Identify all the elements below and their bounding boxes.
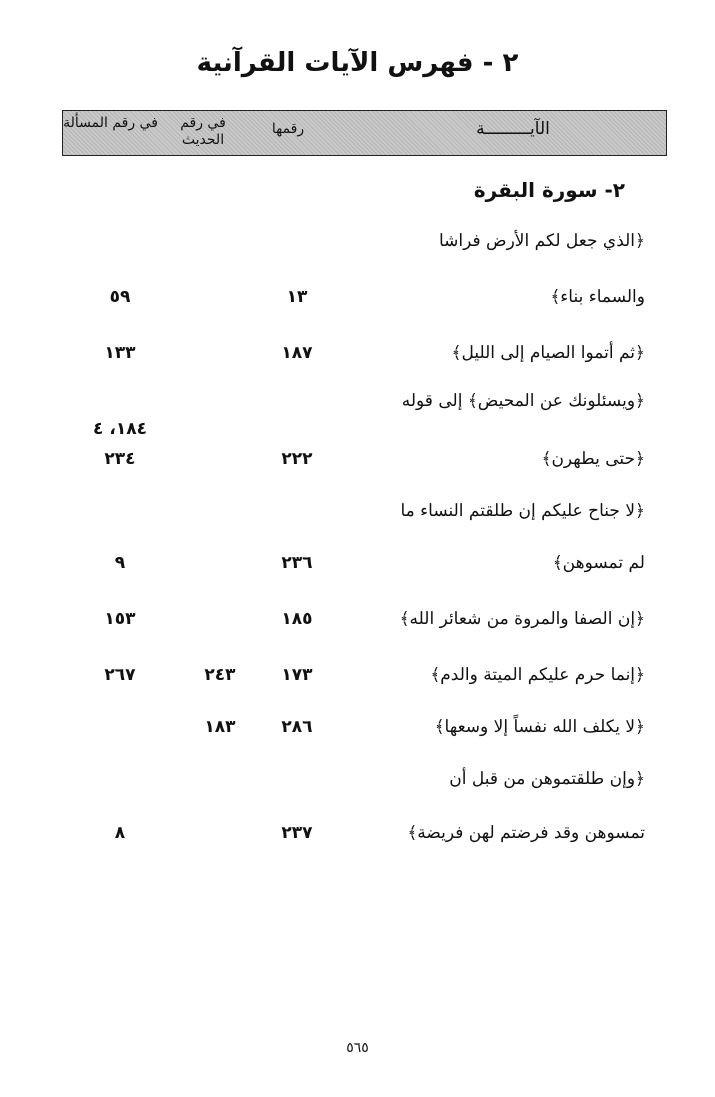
verse-number: ١٨٧ [281,343,313,363]
page-number: ٥٦٥ [346,1040,369,1056]
verse-text: تمسوهن وقد فرضتم لهن فريضة﴾ [407,823,645,843]
table-header [62,110,667,156]
verse-number: ١٧٣ [281,665,313,685]
verse-text: لم تمسوهن﴾ [552,553,645,573]
verse-number: ٢٣٦ [281,553,313,573]
verse-number: ٢٨٦ [281,717,313,737]
issue-number: ١٨٤، ٤ [93,419,147,439]
table-row [0,386,715,416]
issue-number: ٥٩ [109,287,131,307]
header-verse: الآيـــــــــة [476,119,550,139]
table-row [0,444,715,474]
table-row [0,414,715,444]
header-hadith-number: في رقم الحديث [180,115,226,148]
issue-number: ٩ [114,553,126,573]
hadith-number: ٢٤٣ [204,665,236,685]
table-row [0,764,715,794]
table-row [0,712,715,742]
surah-heading: ٢- سورة البقرة [473,178,625,202]
verse-text: ﴿وإن طلقتموهن من قبل أن [449,769,645,789]
table-row [0,660,715,690]
verse-number: ٢٢٢ [281,449,313,469]
verse-text: والسماء بناء﴾ [550,287,645,307]
verse-text: ﴿إنما حرم عليكم الميتة والدم﴾ [430,665,645,685]
verse-text: ﴿إن الصفا والمروة من شعائر الله﴾ [399,609,645,629]
table-row [0,496,715,526]
hadith-number: ١٨٣ [204,717,236,737]
table-row [0,282,715,312]
issue-number: ٨ [114,823,126,843]
verse-text: ﴿لا جناح عليكم إن طلقتم النساء ما [400,501,645,521]
verse-text: ﴿حتى يطهرن﴾ [541,449,645,469]
table-row [0,548,715,578]
table-row [0,338,715,368]
table-row [0,604,715,634]
verse-number: ١٨٥ [281,609,313,629]
issue-number: ١٥٣ [104,609,136,629]
header-verse-number: رقمها [271,121,305,137]
table-row [0,226,715,256]
page-title: ٢ - فهرس الآيات القرآنية [196,48,519,78]
verse-text: ﴿ويسئلونك عن المحيض﴾ إلى قوله [401,391,645,411]
issue-number: ١٣٣ [104,343,136,363]
issue-number: ٢٦٧ [104,665,136,685]
verse-text: ﴿ثم أتموا الصيام إلى الليل﴾ [451,343,645,363]
table-row [0,818,715,848]
verse-text: ﴿لا يكلف الله نفساً إلا وسعها﴾ [434,717,645,737]
verse-text: ﴿الذي جعل لكم الأرض فراشا [438,231,645,251]
header-issue-number: في رقم المسألة [63,115,158,131]
verse-number: ٢٣٧ [281,823,313,843]
issue-number: ٢٣٤ [104,449,136,469]
verse-number: ١٣ [286,287,308,307]
